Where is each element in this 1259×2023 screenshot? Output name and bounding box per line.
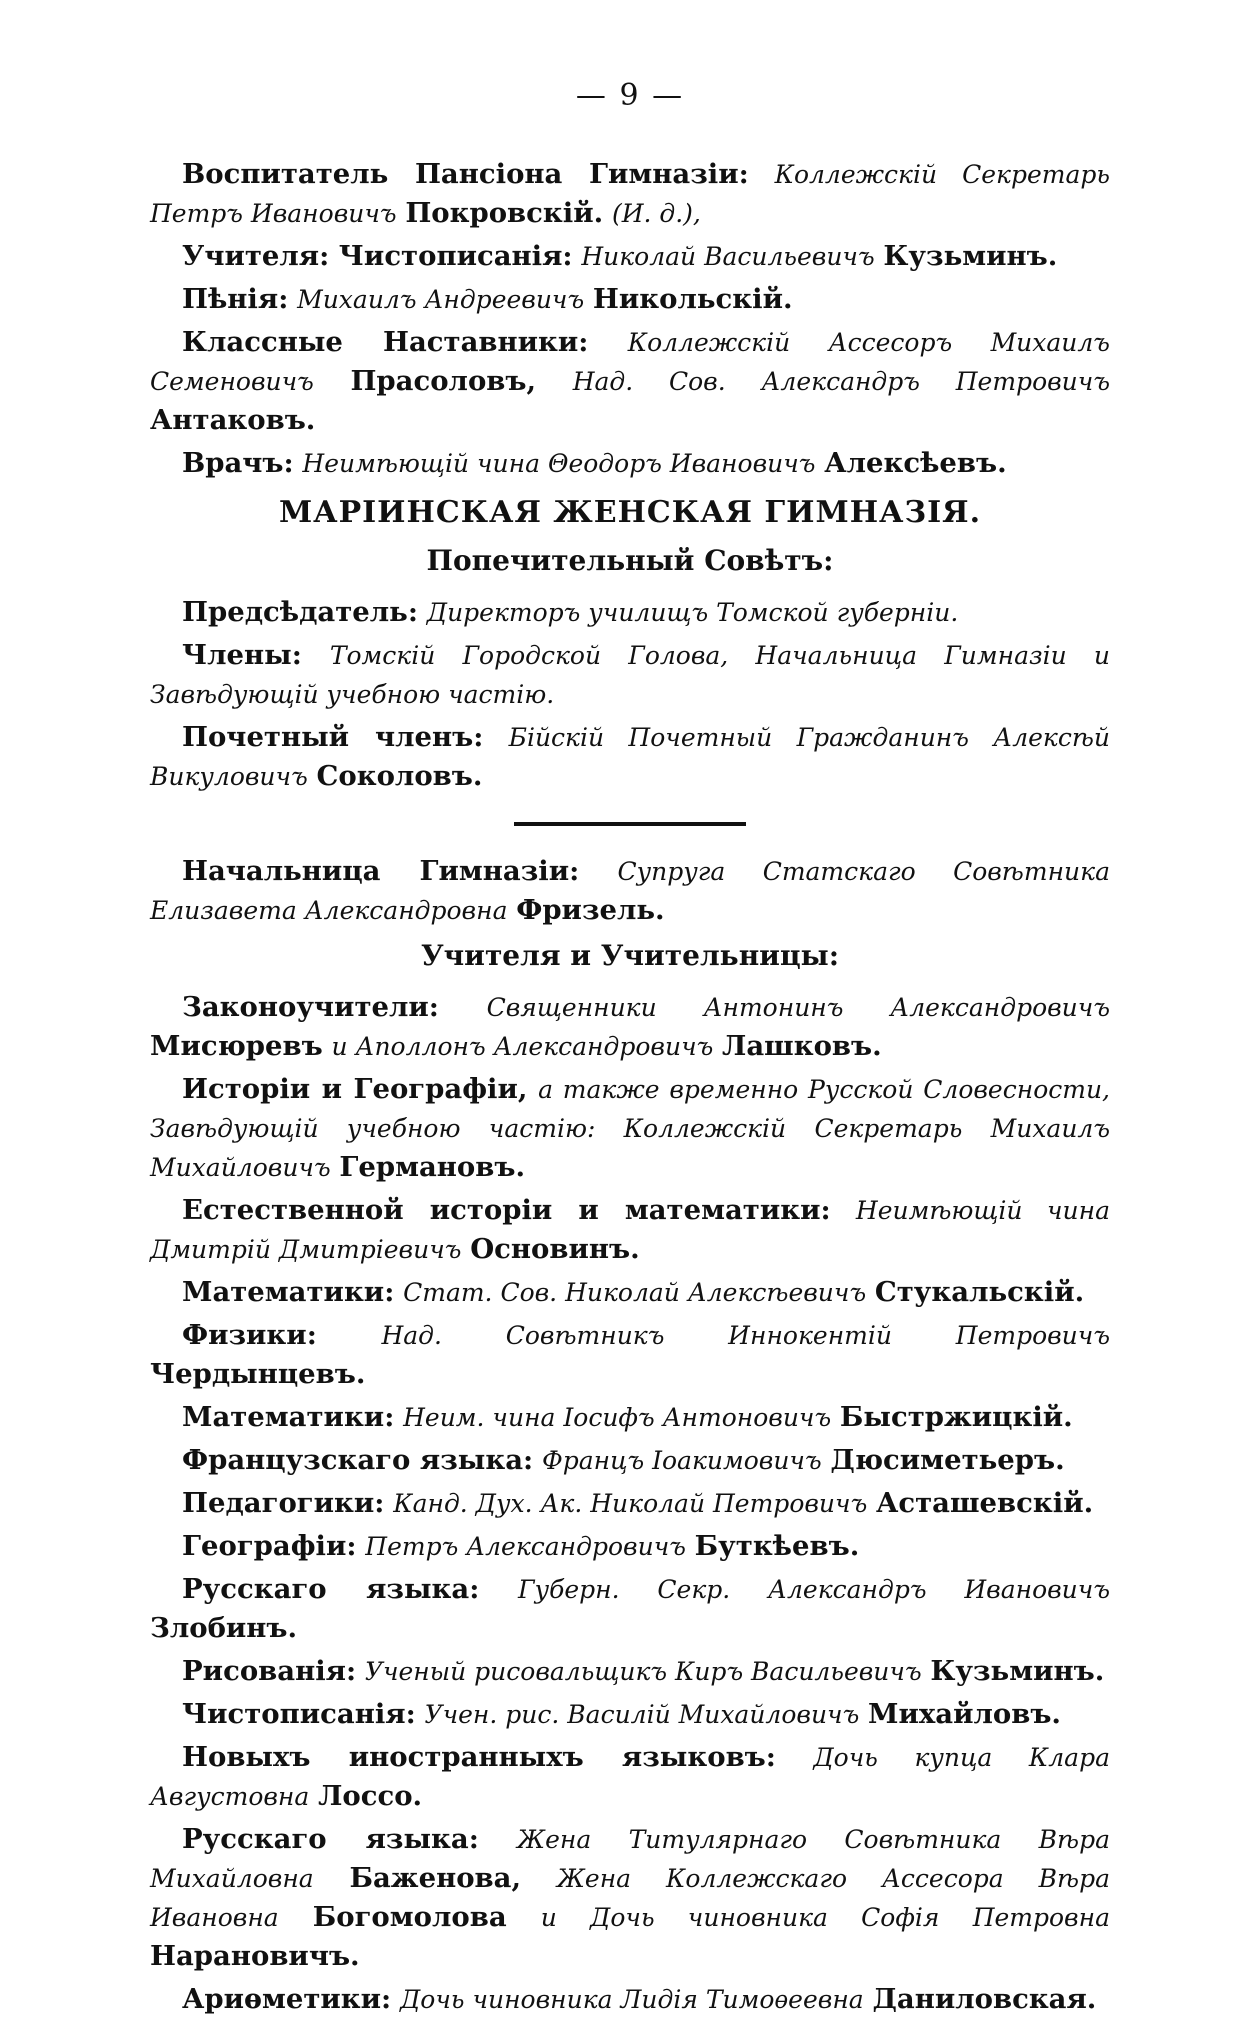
- section-divider: [514, 822, 746, 826]
- entry-label: Ариѳметики:: [182, 1983, 392, 2015]
- entry-text: Директоръ училищъ Томской губернiи.: [426, 598, 959, 627]
- entry-label: Учителя: Чистописанiя:: [182, 240, 573, 272]
- document-page: [150, 78, 1110, 2023]
- entry-class-mentors: [150, 323, 1110, 440]
- teacher-entry: [150, 1484, 1110, 1523]
- entry-name: Фризель.: [516, 894, 665, 926]
- entry-name: Михайловъ.: [868, 1698, 1061, 1730]
- entry-text: Францъ Iоакимовичъ: [541, 1446, 822, 1475]
- entry-text-3: и Дочь чиновника Софiя Петровна: [540, 1903, 1110, 1932]
- entry-name: Стукальскiй.: [874, 1276, 1085, 1308]
- entry-label: Физики:: [182, 1319, 317, 1351]
- entry-label: Географiи:: [182, 1530, 357, 1562]
- entry-members: [150, 636, 1110, 714]
- entry-name: Чердынцевъ.: [150, 1358, 366, 1390]
- teacher-entry: [150, 1191, 1110, 1269]
- teacher-entry: [150, 1273, 1110, 1312]
- entry-text: Томскiй Городской Голова, Начальница Гимназiи и Завѣдующiй учебною частiю.: [150, 641, 1110, 709]
- entry-name: Германовъ.: [339, 1151, 526, 1183]
- entry-name: Лоссо.: [318, 1780, 423, 1812]
- entry-label: Педагогики:: [182, 1487, 385, 1519]
- teachers-heading: Учителя и Учительницы:: [420, 939, 840, 972]
- entry-honorary-member: [150, 718, 1110, 796]
- entry-name-2: Лашковъ.: [722, 1030, 882, 1062]
- entry-name: Алексѣевъ.: [824, 447, 1007, 479]
- entry-name: Быстржицкiй.: [839, 1401, 1073, 1433]
- entry-text: Дочь купца Клара Августовна: [150, 1743, 1110, 1811]
- entry-name: Соколовъ.: [316, 760, 483, 792]
- entry-doctor: [150, 444, 1110, 483]
- entry-text-2: и Аполлонъ Александровичъ: [331, 1032, 714, 1061]
- page-number: — 9 —: [575, 78, 685, 113]
- entry-pension-tutor: [150, 155, 1110, 233]
- entry-name: Кузьминъ.: [930, 1655, 1105, 1687]
- entry-text-2: Жена Коллежскаго Ассесора Вѣра Ивановна: [150, 1864, 1110, 1932]
- entry-label: Пѣнiя:: [182, 283, 289, 315]
- teacher-entry: [150, 1652, 1110, 1691]
- entry-name: Дюсиметьеръ.: [830, 1444, 1065, 1476]
- entry-name: Асташевскiй.: [875, 1487, 1094, 1519]
- entry-label: Законоучители:: [182, 991, 439, 1023]
- entry-label: Естественной исторiи и математики:: [182, 1194, 831, 1226]
- entry-text: Ученый рисовальщикъ Киръ Васильевичъ: [364, 1657, 922, 1686]
- teacher-entry: [150, 1695, 1110, 1734]
- entry-label: Новыхъ иностранныхъ языковъ:: [182, 1741, 776, 1773]
- section-heading: МАРIИНСКАЯ ЖЕНСКАЯ ГИМНАЗIЯ.: [278, 495, 982, 530]
- teacher-entry: [150, 1398, 1110, 1437]
- entry-text: Коллежскiй Секретарь Петръ Ивановичъ: [150, 160, 1110, 228]
- entry-text: Коллежскiй Ассесоръ Михаилъ Семеновичъ: [150, 328, 1110, 396]
- entry-label: Чистописанiя:: [182, 1698, 416, 1730]
- teacher-entry: [150, 1070, 1110, 1187]
- entry-label: Классные Наставники:: [182, 326, 589, 358]
- entry-text: Михаилъ Андреевичъ: [297, 285, 585, 314]
- entry-label: Члены:: [182, 639, 302, 671]
- entry-name: Буткѣевъ.: [694, 1530, 860, 1562]
- entry-text: Учен. рис. Василiй Михайловичъ: [424, 1700, 860, 1729]
- entry-name-2: Богомолова: [312, 1901, 507, 1933]
- entry-text: Неимѣющiй чина Дмитрiй Дмитрiевичъ: [150, 1196, 1110, 1264]
- teacher-entry: [150, 988, 1110, 1066]
- teacher-entry: [150, 1738, 1110, 1816]
- teacher-entry: [150, 1820, 1110, 1976]
- entry-name: Основинъ.: [470, 1233, 640, 1265]
- teacher-entry: [150, 1980, 1110, 2019]
- entry-chairman: [150, 593, 1110, 632]
- entry-tail: (И. д.),: [611, 199, 701, 228]
- entry-text: Неим. чина Iосифъ Антоновичъ: [403, 1403, 832, 1432]
- entry-name: Злобинъ.: [150, 1612, 298, 1644]
- entry-text: Неимѣющiй чина Θеодоръ Ивановичъ: [302, 449, 816, 478]
- entry-label: Начальница Гимназiи:: [182, 855, 580, 887]
- entry-label: Предсѣдатель:: [182, 596, 418, 628]
- entry-name-2: Антаковъ.: [150, 404, 316, 436]
- entry-name: Баженова,: [349, 1862, 522, 1894]
- entry-label: Русскаго языка:: [182, 1573, 480, 1605]
- entry-text: Над. Совѣтникъ Иннокентiй Петровичъ: [381, 1321, 1110, 1350]
- entry-text-2: Над. Сов. Александръ Петровичъ: [572, 367, 1110, 396]
- entry-name: Прасоловъ,: [350, 365, 537, 397]
- entry-name: Кузьминъ.: [883, 240, 1058, 272]
- entry-singing-teacher: [150, 280, 1110, 319]
- entry-label: Исторiи и Географiи,: [182, 1073, 528, 1105]
- entry-text: Стат. Сов. Николай Алексѣевичъ: [403, 1278, 867, 1307]
- entry-label: Русскаго языка:: [182, 1823, 479, 1855]
- entry-name: Мисюревъ: [150, 1030, 323, 1062]
- teacher-entry: [150, 1570, 1110, 1648]
- entry-calligraphy-teacher: [150, 237, 1110, 276]
- teacher-entry: [150, 1441, 1110, 1480]
- entry-text: Супруга Статскаго Совѣтника Елизавета Александровна: [150, 857, 1110, 925]
- council-heading: Попечительный Совѣтъ:: [426, 544, 834, 577]
- entry-head-mistress: [150, 852, 1110, 930]
- entry-name: Никольскiй.: [592, 283, 793, 315]
- entry-label: Математики:: [182, 1401, 395, 1433]
- teacher-entry: [150, 1527, 1110, 1566]
- entry-label: Рисованiя:: [182, 1655, 357, 1687]
- entry-text: Канд. Дух. Ак. Николай Петровичъ: [393, 1489, 868, 1518]
- entry-text: Дочь чиновника Лидiя Тимоѳеевна: [399, 1985, 864, 2014]
- entry-name: Даниловская.: [872, 1983, 1097, 2015]
- teacher-entry: [150, 1316, 1110, 1394]
- entry-label: Врачъ:: [182, 447, 294, 479]
- entry-text: Николай Васильевичъ: [581, 242, 875, 271]
- entry-text: Петръ Александровичъ: [365, 1532, 686, 1561]
- entry-text: Жена Титулярнаго Совѣтника Вѣра Михайловна: [150, 1825, 1110, 1893]
- entry-text: Губерн. Секр. Александръ Ивановичъ: [518, 1575, 1110, 1604]
- entry-label: Воспитатель Пансiона Гимназiи:: [182, 158, 749, 190]
- entry-name-3: Нарановичъ.: [150, 1940, 360, 1972]
- entry-text: Священники Антонинъ Александровичъ: [486, 993, 1110, 1022]
- entry-text: а также временно Русской Словесности, Завѣдующiй учебною частiю: Коллежскiй Секретарь Михаилъ Михайловичъ: [150, 1075, 1111, 1182]
- entry-label: Французскаго языка:: [182, 1444, 534, 1476]
- entry-label: Почетный членъ:: [182, 721, 484, 753]
- entry-text: Бiйскiй Почетный Гражданинъ Алексѣй Викуловичъ: [150, 723, 1111, 791]
- entry-label: Математики:: [182, 1276, 395, 1308]
- entry-name: Покровскiй.: [405, 197, 604, 229]
